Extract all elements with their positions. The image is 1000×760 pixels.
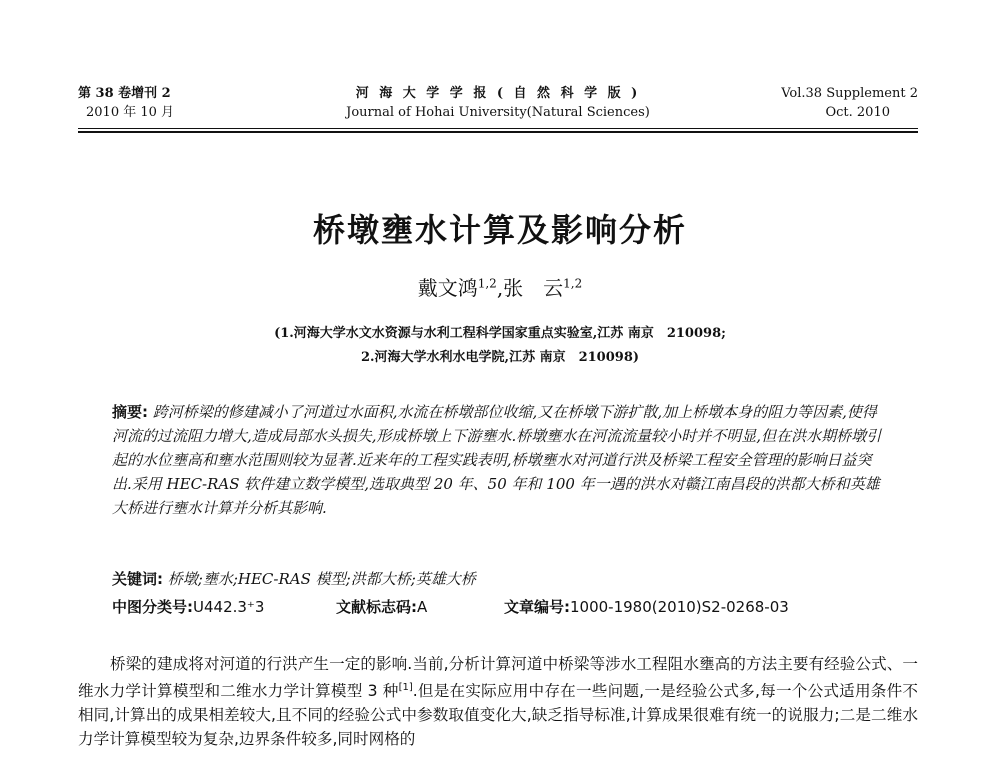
article-id-value: 1000-1980(2010)S2-0268-03 [570, 598, 789, 616]
doc-code-value: A [417, 598, 428, 616]
abstract-text: 跨河桥梁的修建减小了河道过水面积,水流在桥墩部位收缩,又在桥墩下游扩散,加上桥墩本身的阻力等因素,使得河流的过流阻力增大,造成局部水头损失,形成桥墩上下游壅水.桥墩壅水在河流流量较小时并不明显,但在洪水期桥墩引起的水位壅高和壅水范围则较为显著.近来年的工程实践表明,桥墩壅水对河道行洪及桥梁工程安全管理的影响日益突出.采用 HEC-RAS 软件建立数学模型,选取典型 20 年、50 年和 100 年一遇的洪水对赣江南昌段的洪都大桥和英雄大桥进行壅水计算并分析其影响. [112, 403, 882, 517]
body-text-part-1: 桥梁的建成将对河道的行洪产生一定的影响.当前,分析计算河道中桥梁等涉水工程阻水壅高的方法主要有经验公式、一维水力学计算模型和二维水力学计算模型 3 种 [78, 655, 918, 701]
author-2: 张 云 [503, 276, 564, 300]
journal-name-en: Journal of Hohai University(Natural Sciences) [346, 105, 650, 120]
affiliation-2: 2.河海大学水利水电学院,江苏 南京 210098) [360, 350, 640, 365]
keywords-label: 关键词: [112, 570, 163, 588]
issue-date: 2010 年 10 月 [86, 105, 175, 120]
author-separator: , [496, 276, 504, 300]
article-id-label: 文章编号: [504, 598, 570, 616]
doc-code-label: 文献标志码: [336, 598, 417, 616]
body-text [78, 652, 918, 751]
journal-name-cn: 河 海 大 学 学 报 ( 自 然 科 学 版 ) [355, 86, 641, 101]
volume-issue: 第 38 卷增刊 2 [78, 86, 171, 101]
clc-label: 中图分类号: [112, 598, 193, 616]
affiliations [0, 322, 1000, 370]
citation-ref: [1] [398, 682, 413, 693]
abstract-label: 摘要: [112, 403, 148, 421]
issue-date-en: Oct. 2010 [825, 105, 890, 120]
paper-title: 桥墩壅水计算及影响分析 [312, 211, 687, 249]
body-text-part-2: .但是在实际应用中存在一些问题,一是经验公式多,每一个公式适用条件不相同,计算出的成果相差较大,且不同的经验公式中参数取值变化大,缺乏指导标准,计算成果很难有统一的说服力;二是二维水力学计算模型较为复杂,边界条件较多,同时网格的 [78, 682, 918, 749]
abstract [112, 400, 882, 520]
header-rule-thick [78, 131, 918, 133]
classification-line [112, 596, 882, 617]
volume-issue-en: Vol.38 Supplement 2 [781, 86, 918, 101]
author-1-affil: 1,2 [477, 276, 497, 291]
keywords [112, 568, 882, 589]
affiliation-1: (1.河海大学水文水资源与水利工程科学国家重点实验室,江苏 南京 210098; [274, 326, 726, 341]
journal-header [78, 84, 918, 130]
clc-value: U442.3⁺3 [193, 598, 265, 616]
issue-info-en [781, 84, 918, 122]
author-1: 戴文鸿 [417, 276, 478, 300]
author-line [0, 272, 1000, 301]
author-2-affil: 1,2 [563, 276, 583, 291]
keywords-text: 桥墩;壅水;HEC-RAS 模型;洪都大桥;英雄大桥 [167, 570, 476, 588]
body-paragraph [78, 652, 918, 751]
header-rule-thin [78, 128, 918, 129]
